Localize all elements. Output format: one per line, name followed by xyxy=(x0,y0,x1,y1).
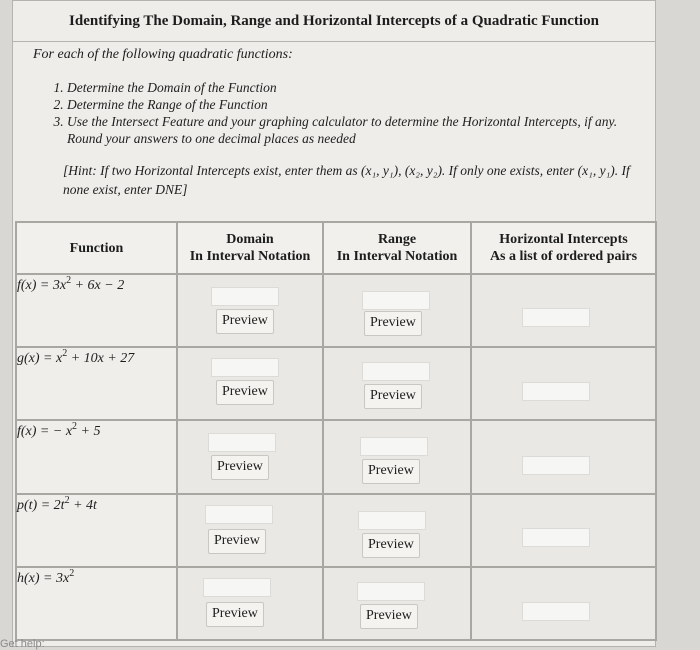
domain-cell xyxy=(177,274,323,347)
header-range: Range In Interval Notation xyxy=(323,222,471,274)
range-cell xyxy=(323,494,471,567)
intercepts-cell xyxy=(471,567,656,640)
preview-button[interactable]: Preview xyxy=(362,533,420,558)
instructions-intro: For each of the following quadratic functions: xyxy=(33,47,293,62)
range-cell xyxy=(323,420,471,493)
domain-cell xyxy=(177,494,323,567)
answer-table xyxy=(15,221,657,641)
intercepts-input[interactable] xyxy=(522,382,590,401)
preview-button[interactable]: Preview xyxy=(364,311,422,336)
table-row xyxy=(16,494,656,567)
step-item: 3. Use the Intersect Feature and your graphing calculator to determine the Horizontal Intercepts, if any. Round your answers to one decimal places as needed xyxy=(67,113,647,147)
domain-input[interactable] xyxy=(211,287,279,306)
range-cell xyxy=(323,274,471,347)
preview-button[interactable]: Preview xyxy=(208,529,266,554)
intercepts-cell xyxy=(471,347,656,420)
preview-button[interactable]: Preview xyxy=(216,309,274,334)
preview-button[interactable]: Preview xyxy=(211,455,269,480)
domain-input[interactable] xyxy=(208,433,276,452)
intercepts-input[interactable] xyxy=(522,528,590,547)
function-cell: $h(x) = 3x^2$ xyxy=(16,567,177,640)
preview-button[interactable]: Preview xyxy=(362,459,420,484)
table-row xyxy=(16,420,656,493)
domain-input[interactable] xyxy=(203,578,271,597)
preview-button[interactable]: Preview xyxy=(216,380,274,405)
range-cell xyxy=(323,567,471,640)
domain-cell xyxy=(177,420,323,493)
function-cell: $p(t) = 2t^2 + 4t$ xyxy=(16,494,177,567)
domain-cell xyxy=(177,567,323,640)
get-help-label: Get help: xyxy=(0,638,45,650)
table-row xyxy=(16,567,656,640)
range-input[interactable] xyxy=(362,362,430,381)
instruction-steps xyxy=(51,79,647,147)
function-cell: $g(x) = x^2 + 10x + 27$ xyxy=(16,347,177,420)
preview-button[interactable]: Preview xyxy=(206,602,264,627)
table-header-row xyxy=(16,222,656,274)
problem-sheet xyxy=(12,0,656,647)
header-function: Function xyxy=(16,222,177,274)
function-cell: f(x) = − $x^2 + 5$ xyxy=(16,420,177,493)
domain-input[interactable] xyxy=(205,505,273,524)
range-cell xyxy=(323,347,471,420)
header-intercepts: Horizontal Intercepts As a list of ordered pairs xyxy=(471,222,656,274)
intercepts-input[interactable] xyxy=(522,602,590,621)
step-item: 2. Determine the Range of the Function xyxy=(67,96,647,113)
intercepts-cell xyxy=(471,420,656,493)
hint-text: [Hint: If two Horizontal Intercepts exist, enter them as (x₁, y₁), (x₂, y₂). If only one exists, enter (x₁, y₁). If none exist, enter DNE] xyxy=(63,163,630,197)
range-input[interactable] xyxy=(357,582,425,601)
domain-input[interactable] xyxy=(211,358,279,377)
domain-cell xyxy=(177,347,323,420)
page-title: Identifying The Domain, Range and Horizontal Intercepts of a Quadratic Function xyxy=(13,1,655,42)
intercepts-input[interactable] xyxy=(522,308,590,327)
intercepts-cell xyxy=(471,494,656,567)
intercepts-cell xyxy=(471,274,656,347)
intercepts-input[interactable] xyxy=(522,456,590,475)
range-input[interactable] xyxy=(360,437,428,456)
table-row xyxy=(16,274,656,347)
step-item: 1. Determine the Domain of the Function xyxy=(67,79,647,96)
header-domain: Domain In Interval Notation xyxy=(177,222,323,274)
table-row xyxy=(16,347,656,420)
range-input[interactable] xyxy=(358,511,426,530)
preview-button[interactable]: Preview xyxy=(364,384,422,409)
range-input[interactable] xyxy=(362,291,430,310)
preview-button[interactable]: Preview xyxy=(360,604,418,629)
function-cell: $f(x) = 3x^2 + 6x - 2$ xyxy=(16,274,177,347)
